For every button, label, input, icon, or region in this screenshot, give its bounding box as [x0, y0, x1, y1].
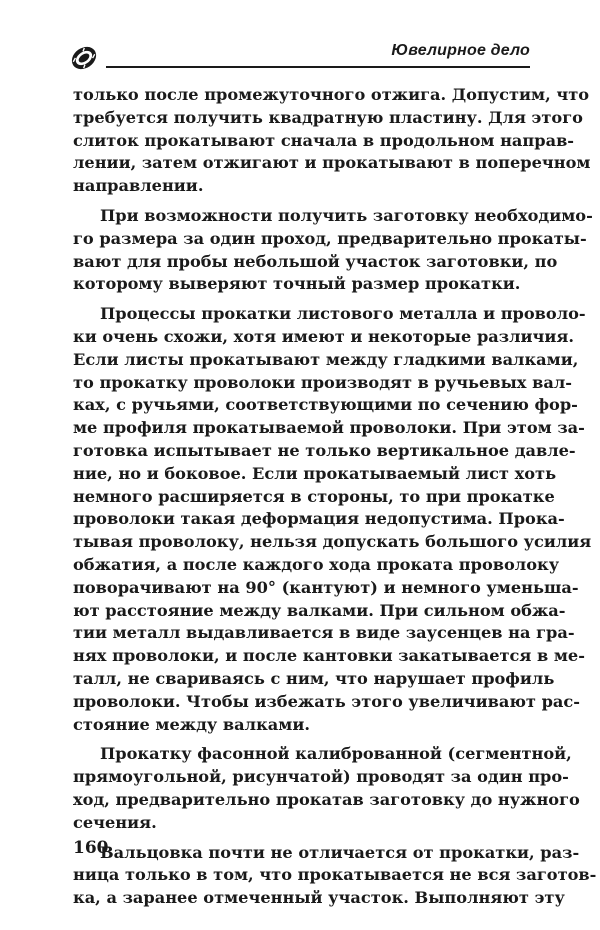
paragraph	[73, 743, 580, 834]
text-line: тывая проволоку, нельзя допускать большого усилия	[73, 532, 592, 552]
text-line: ме профиля прокатываемой проволоки. При этом за-	[73, 418, 585, 438]
text-line: тии металл выдавливается в виде заусенцев на гра-	[73, 623, 575, 643]
text-line: только после промежуточного отжига. Допустим, что	[73, 85, 590, 104]
text-line: сечения.	[73, 812, 157, 832]
text-line: немного расширяется в стороны, то при прокатке	[73, 486, 555, 506]
text-line: стояние между валками.	[73, 714, 310, 734]
text-line: ход, предварительно прокатав заготовку до нужного	[73, 789, 580, 809]
text-line: го размера за один проход, предварительно прокаты-	[73, 228, 587, 248]
running-header	[68, 38, 530, 74]
text-line: обжатия, а после каждого хода проката проволоку	[73, 554, 560, 574]
text-line: вают для пробы небольшой участок заготовки, по	[73, 251, 558, 271]
text-line: лении, затем отжигают и прокатывают в поперечном	[73, 153, 591, 173]
text-line: Вальцовка почти не отличается от прокатки, раз-	[100, 842, 580, 862]
text-line: ках, с ручьями, соответствующими по сечению фор-	[73, 395, 578, 415]
text-line: талл, не свариваясь с ним, что нарушает профиль	[73, 668, 555, 688]
text-line: готовка испытывает не только вертикальное давле-	[73, 440, 576, 460]
paragraph	[73, 84, 591, 198]
text-line: поворачивают на 90° (кантуют) и немного уменьша-	[73, 577, 579, 597]
text-line: Процессы прокатки листового металла и проволо-	[100, 304, 586, 324]
page-number: 160	[73, 838, 109, 858]
text-line: проволоки такая деформация недопустима. Прока-	[73, 509, 565, 529]
header-title: Ювелирное дело	[391, 42, 530, 59]
jewelry-emblem-icon	[68, 42, 100, 74]
text-line: направлении.	[73, 176, 204, 196]
text-line: слиток прокатывают сначала в продольном направ-	[73, 130, 575, 150]
text-line: прямоугольной, рисунчатой) проводят за один про-	[73, 767, 569, 787]
text-line: то прокатку проволоки производят в ручьевых вал-	[73, 372, 572, 392]
text-line: проволоки. Чтобы избежать этого увеличивают рас-	[73, 691, 580, 711]
text-line: ница только в том, что прокатывается не вся заготов-	[73, 865, 597, 885]
text-line: ние, но и боковое. Если прокатываемый лист хоть	[73, 463, 557, 483]
text-line: ки очень схожи, хотя имеют и некоторые различия.	[73, 326, 574, 346]
body-text	[73, 84, 597, 917]
text-line: требуется получить квадратную пластину. Для этого	[73, 107, 583, 127]
text-line: нях проволоки, и после кантовки закатывается в ме-	[73, 646, 585, 666]
text-line: ка, а заранее отмеченный участок. Выполняют эту	[73, 888, 565, 908]
paragraph	[73, 205, 593, 296]
text-line: При возможности получить заготовку необходимо-	[100, 205, 593, 225]
text-line: Если листы прокатывают между гладкими валками,	[73, 349, 579, 369]
text-line: ют расстояние между валками. При сильном обжа-	[73, 600, 566, 620]
text-line: Прокатку фасонной калиброванной (сегментной,	[100, 744, 572, 764]
text-line: которому выверяют точный размер прокатки.	[73, 274, 521, 294]
paragraph	[73, 303, 592, 736]
header-rule	[106, 66, 530, 68]
paragraph	[73, 842, 597, 910]
